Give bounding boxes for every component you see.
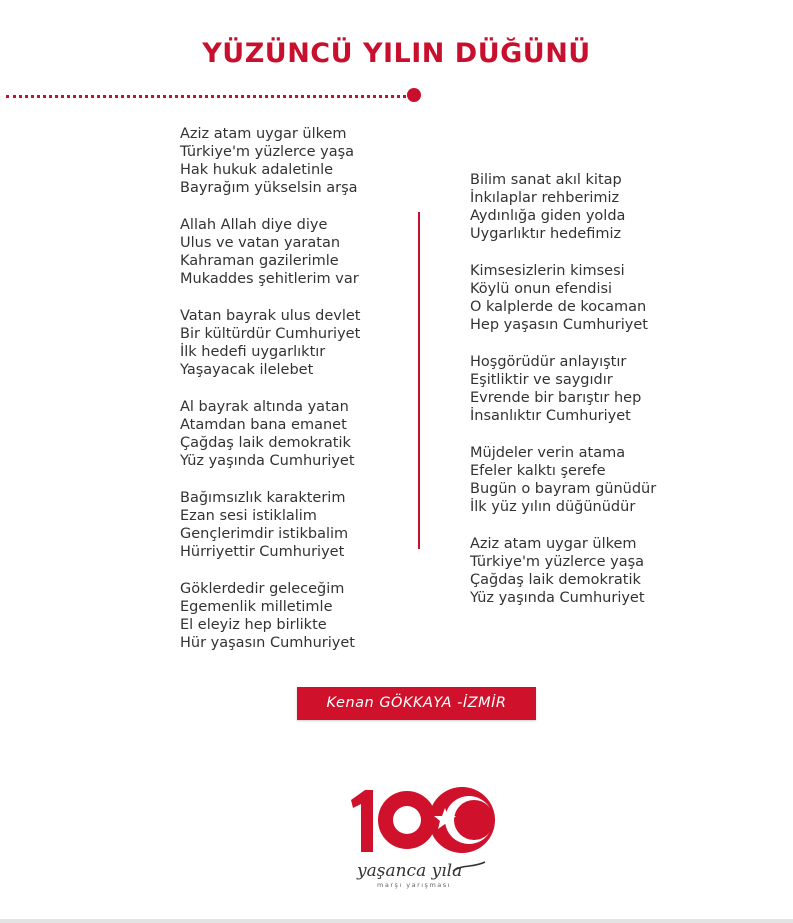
poem-line: Yüz yaşında Cumhuriyet <box>470 590 645 606</box>
divider-end-dot <box>407 88 421 102</box>
stanza <box>470 353 656 425</box>
poem-line: Al bayrak altında yatan <box>180 399 349 415</box>
poem-line: Göklerdedir geleceğim <box>180 581 345 597</box>
poem-column-right <box>470 171 656 626</box>
poem-line: Kahraman gazilerimle <box>180 253 339 269</box>
poem-line: Aydınlığa giden yolda <box>470 208 626 224</box>
poem-line: Kimsesizlerin kimsesi <box>470 263 625 279</box>
poem-line: Egemenlik milletimle <box>180 599 333 615</box>
author-badge: Kenan GÖKKAYA -İZMİR <box>297 687 536 720</box>
poem-line: Bağımsızlık karakterim <box>180 490 346 506</box>
poem-line: Çağdaş laik demokratik <box>470 572 641 588</box>
poem-line: Hürriyettir Cumhuriyet <box>180 544 345 560</box>
stanza <box>180 489 361 561</box>
poem-line: Ezan sesi istiklalim <box>180 508 317 524</box>
poem-line: Hür yaşasın Cumhuriyet <box>180 635 355 651</box>
poem-line: Aziz atam uygar ülkem <box>470 536 637 552</box>
poem-line: İlk yüz yılın düğünüdür <box>470 499 636 515</box>
poem-line: Bugün o bayram günüdür <box>470 481 657 497</box>
poem-line: İnkılaplar rehberimiz <box>470 190 620 206</box>
poem-line: Hak hukuk adaletinle <box>180 162 334 178</box>
poem-line: Mukaddes şehitlerim var <box>180 271 359 287</box>
poem-line: Yüz yaşında Cumhuriyet <box>180 453 355 469</box>
logo-script-text: yaşanca yıla <box>357 861 463 881</box>
poem-line: Bilim sanat akıl kitap <box>470 172 622 188</box>
stanza <box>180 216 361 288</box>
poem-line: Ulus ve vatan yaratan <box>180 235 341 251</box>
poem-line: Allah Allah diye diye <box>180 217 328 233</box>
stanza <box>470 535 656 607</box>
poem-line: Bayrağım yükselsin arşa <box>180 180 358 196</box>
poem-line: Köylü onun efendisi <box>470 281 613 297</box>
poem-line: İlk hedefi uygarlıktır <box>180 344 326 360</box>
column-divider <box>418 212 420 549</box>
stanza <box>470 444 656 516</box>
poem-line: El eleyiz hep birlikte <box>180 617 327 633</box>
poem-line: Uygarlıktır hedefimiz <box>470 226 622 242</box>
stanza <box>470 262 656 334</box>
poem-line: Aziz atam uygar ülkem <box>180 126 347 142</box>
poem-line: Efeler kalktı şerefe <box>470 463 606 479</box>
dotted-divider <box>6 95 406 98</box>
poem-line: Eşitliktir ve saygıdır <box>470 372 613 388</box>
logo-number: 100 <box>345 778 347 779</box>
poem-line: Evrende bir barıştır hep <box>470 390 642 406</box>
poem-line: İnsanlıktır Cumhuriyet <box>470 408 631 424</box>
poem-line: Atamdan bana emanet <box>180 417 347 433</box>
poem-line: Hoşgörüdür anlayıştır <box>470 354 627 370</box>
poem-column-left <box>180 125 361 671</box>
poem-line: Türkiye'm yüzlerce yaşa <box>470 554 645 570</box>
poem-title: YÜZÜNCÜ YILIN DÜĞÜNÜ <box>202 38 591 69</box>
poem-line: Gençlerimdir istikbalim <box>180 526 349 542</box>
stanza <box>180 125 361 197</box>
poem-line: Bir kültürdür Cumhuriyet <box>180 326 361 342</box>
poem-line: Türkiye'm yüzlerce yaşa <box>180 144 355 160</box>
poem-line: Çağdaş laik demokratik <box>180 435 351 451</box>
stanza <box>470 171 656 243</box>
stanza <box>180 398 361 470</box>
stanza <box>180 307 361 379</box>
footer-rule <box>0 919 793 923</box>
poem-line: Hep yaşasın Cumhuriyet <box>470 317 648 333</box>
logo-subtitle: marşı yarışması <box>377 881 451 889</box>
poem-line: O kalplerde de kocaman <box>470 299 647 315</box>
stanza <box>180 580 361 652</box>
poem-line: Vatan bayrak ulus devlet <box>180 308 361 324</box>
poem-line: Müjdeler verin atama <box>470 445 626 461</box>
poem-line: Yaşayacak ilelebet <box>180 362 314 378</box>
centenary-logo <box>345 778 505 893</box>
